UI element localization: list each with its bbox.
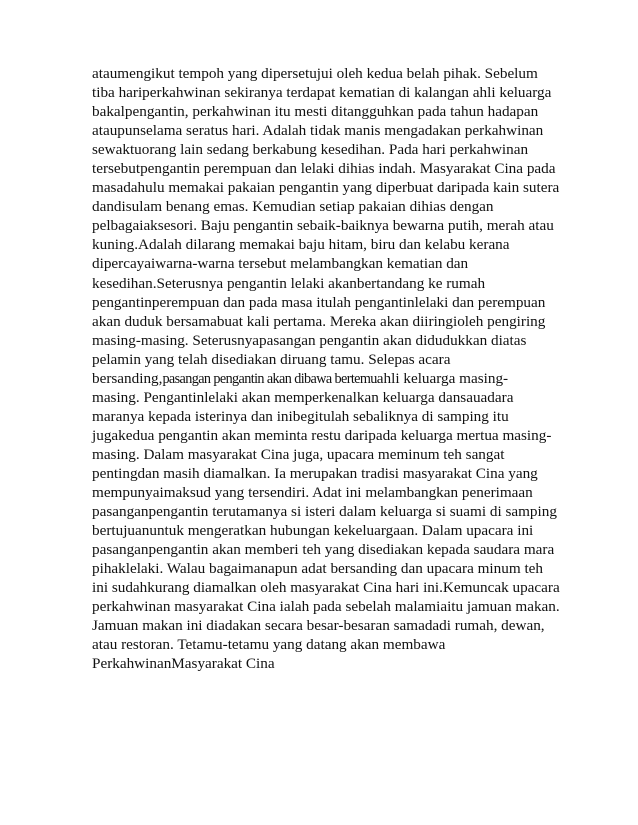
- text-line: pentingdan masih diamalkan. Ia merupakan tradisi masyarakat Cina yang: [92, 464, 538, 482]
- text-segment: ahli keluarga masing-: [376, 369, 509, 387]
- text-line-mixed: [92, 369, 552, 388]
- text-line: sewaktuorang lain sedang berkabung kesedihan. Pada hari perkahwinan: [92, 141, 529, 159]
- text-line: pelamin yang telah disediakan diruang tamu. Selepas acara: [92, 350, 451, 368]
- text-line: bertujuanuntuk mengeratkan hubungan kekeluargaan. Dalam upacara ini: [92, 522, 534, 540]
- text-line: bakalpengantin, perkahwinan itu mesti ditangguhkan pada tahun hadapan: [92, 103, 539, 121]
- text-line: akan duduk bersamabuat kali pertama. Mereka akan diiringioleh pengiring: [92, 312, 546, 330]
- text-line: perkahwinan masyarakat Cina ialah pada sebelah malamiaitu jamuan makan.: [92, 598, 560, 616]
- text-line: ini sudahkurang diamalkan oleh masyarakat Cina hari ini.Kemuncak upacara: [92, 579, 560, 597]
- text-line: ataumengikut tempoh yang dipersetujui oleh kedua belah pihak. Sebelum: [92, 65, 538, 82]
- text-line: pelbagaiaksesori. Baju pengantin sebaik-baiknya bewarna putih, merah atau: [92, 217, 554, 235]
- text-line: dandisulam benang emas. Kemudian setiap pakaian dihias dengan: [92, 198, 494, 216]
- text-line: PerkahwinanMasyarakat Cina: [92, 655, 275, 673]
- text-line: pihaklelaki. Walau bagaimanapun adat bersanding dan upacara minum teh: [92, 560, 544, 578]
- text-line: masing. Pengantinlelaki akan memperkenalkan keluarga dansauadara: [92, 388, 514, 406]
- text-line: maranya kepada isterinya dan inibegitulah sebaliknya di samping itu: [92, 407, 509, 425]
- text-segment: bersanding,: [92, 369, 163, 387]
- text-line: masing. Dalam masyarakat Cina juga, upacara meminum teh sangat: [92, 445, 505, 463]
- text-line: pasanganpengantin terutamanya si isteri dalam keluarga si suami di samping: [92, 503, 557, 521]
- text-line: tiba hariperkahwinan sekiranya terdapat kematian di kalangan ahli keluarga: [92, 84, 552, 102]
- text-line: atau restoran. Tetamu-tetamu yang datang akan membawa: [92, 636, 446, 654]
- text-line: ataupunselama seratus hari. Adalah tidak manis mengadakan perkahwinan: [92, 122, 544, 140]
- text-line: Jamuan makan ini diadakan secara besar-besaran samadadi rumah, dewan,: [92, 617, 545, 635]
- text-line: mempunyaimaksud yang tersendiri. Adat ini melambangkan penerimaan: [92, 484, 533, 502]
- text-line: masing-masing. Seterusnyapasangan pengantin akan didudukkan diatas: [92, 331, 527, 349]
- text-line: kesedihan.Seterusnya pengantin lelaki akanbertandang ke rumah: [92, 274, 486, 292]
- text-line: jugakedua pengantin akan meminta restu daripada keluarga mertua masing-: [92, 426, 552, 444]
- text-line: dipercayaiwarna-warna tersebut melambangkan kematian dan: [92, 255, 469, 273]
- document-page: [92, 64, 560, 674]
- text-line: kuning.Adalah dilarang memakai baju hitam, biru dan kelabu kerana: [92, 236, 510, 254]
- text-line: tersebutpengantin perempuan dan lelaki dihias indah. Masyarakat Cina pada: [92, 160, 556, 178]
- text-line: pasanganpengantin akan memberi teh yang disediakan kepada saudara mara: [92, 541, 555, 559]
- text-segment-condensed: pasangan pengantin akan dibawa bertemu: [162, 370, 377, 387]
- text-line: masadahulu memakai pakaian pengantin yang diperbuat daripada kain sutera: [92, 179, 560, 197]
- text-line: pengantinperempuan dan pada masa itulah pengantinlelaki dan perempuan: [92, 293, 546, 311]
